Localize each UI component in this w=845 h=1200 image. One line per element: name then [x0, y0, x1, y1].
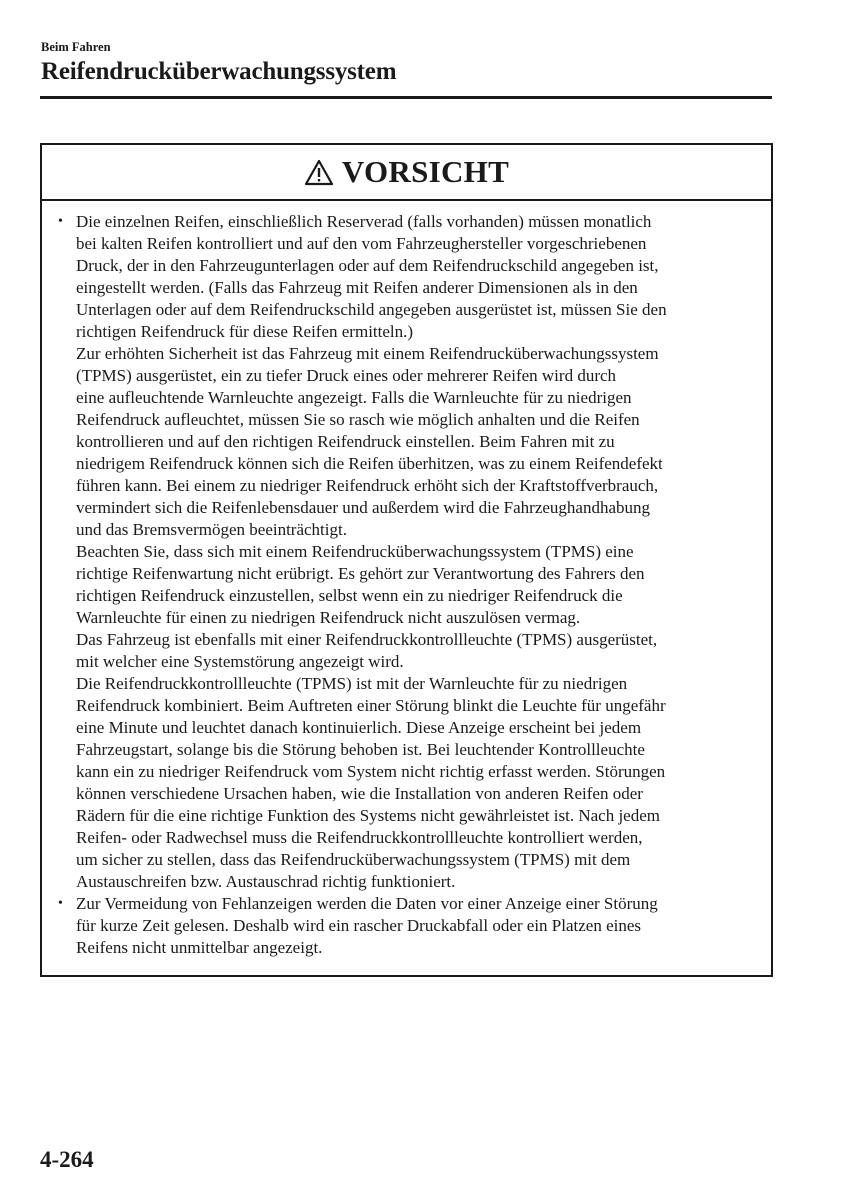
page-number: 4-264 [40, 1147, 94, 1172]
caution-header [42, 145, 771, 201]
bullet-text-line: niedrigem Reifendruck können sich die Reifen überhitzen, was zu einem Reifendefekt [76, 454, 663, 473]
bullet-mark: • [58, 214, 63, 229]
title-rule [40, 96, 772, 99]
page-title: Reifendrucküberwachungssystem [41, 58, 397, 85]
bullet-mark: • [58, 896, 63, 911]
bullet-text-line: eine Minute und leuchtet danach kontinuierlich. Diese Anzeige erscheint bei jedem [76, 718, 642, 737]
bullet-text-line: Reifendruck kombiniert. Beim Auftreten einer Störung blinkt die Leuchte für ungefähr [76, 696, 666, 715]
bullet-text-line: Austauschreifen bzw. Austauschrad richtig funktioniert. [76, 872, 456, 891]
bullet-text-line: und das Bremsvermögen beeinträchtigt. [76, 520, 347, 539]
bullet-text-line: bei kalten Reifen kontrolliert und auf den vom Fahrzeughersteller vorgeschriebenen [76, 234, 647, 253]
bullet-text-line: mit welcher eine Systemstörung angezeigt wird. [76, 652, 404, 671]
caution-body [56, 211, 762, 959]
bullet-text-line: Unterlagen oder auf dem Reifendruckschild angegeben ausgerüstet ist, müssen Sie den [76, 300, 667, 319]
warning-triangle-icon [304, 159, 334, 186]
bullet-text-line: Reifen- oder Radwechsel muss die Reifendruckkontrollleuchte kontrolliert werden, [76, 828, 643, 847]
bullet-text-line: richtige Reifenwartung nicht erübrigt. Es gehört zur Verantwortung des Fahrers den [76, 564, 645, 583]
bullet-text-line: Die einzelnen Reifen, einschließlich Reserverad (falls vorhanden) müssen monatlich [76, 212, 652, 231]
bullet-text-line: Fahrzeugstart, solange bis die Störung behoben ist. Bei leuchtender Kontrollleuchte [76, 740, 645, 759]
caution-heading: VORSICHT [341, 154, 510, 189]
bullet-text-line: (TPMS) ausgerüstet, ein zu tiefer Druck eines oder mehrerer Reifen wird durch [76, 366, 617, 385]
bullet-text-line: richtigen Reifendruck für diese Reifen ermitteln.) [76, 322, 414, 341]
bullet-text-line: Reifendruck aufleuchtet, müssen Sie so rasch wie möglich anhalten und die Reifen [76, 410, 640, 429]
bullet-text-line: können verschiedene Ursachen haben, wie die Installation von anderen Reifen oder [76, 784, 643, 803]
bullet-text-line: eine aufleuchtende Warnleuchte angezeigt. Falls die Warnleuchte für zu niedrigen [76, 388, 632, 407]
bullet-text-line: Das Fahrzeug ist ebenfalls mit einer Reifendruckkontrollleuchte (TPMS) ausgerüstet, [76, 630, 658, 649]
bullet-text-line: Beachten Sie, dass sich mit einem Reifendrucküberwachungssystem (TPMS) eine [76, 542, 634, 561]
bullet-text-line: Reifens nicht unmittelbar angezeigt. [76, 938, 323, 957]
bullet-text-line: richtigen Reifendruck einzustellen, selbst wenn ein zu niedriger Reifendruck die [76, 586, 623, 605]
bullet-text-line: kann ein zu niedriger Reifendruck vom System nicht richtig erfasst werden. Störungen [76, 762, 666, 781]
bullet-text-line: Zur Vermeidung von Fehlanzeigen werden die Daten vor einer Anzeige einer Störung [76, 894, 658, 913]
bullet-text-line: kontrollieren und auf den richtigen Reifendruck einstellen. Beim Fahren mit zu [76, 432, 615, 451]
bullet-text-line: Rädern für die eine richtige Funktion des Systems nicht gewährleistet ist. Nach jedem [76, 806, 660, 825]
caution-bullet-item [56, 893, 762, 959]
bullet-text-line: Die Reifendruckkontrollleuchte (TPMS) ist mit der Warnleuchte für zu niedrigen [76, 674, 628, 693]
bullet-text-line: um sicher zu stellen, dass das Reifendrucküberwachungssystem (TPMS) mit dem [76, 850, 631, 869]
bullet-text-line: Druck, der in den Fahrzeugunterlagen oder auf dem Reifendruckschild angegeben ist, [76, 256, 659, 275]
bullet-text-line: Warnleuchte für einen zu niedrigen Reifendruck nicht auszulösen vermag. [76, 608, 581, 627]
bullet-text-line: eingestellt werden. (Falls das Fahrzeug mit Reifen anderer Dimensionen als in den [76, 278, 638, 297]
bullet-text-line: für kurze Zeit gelesen. Deshalb wird ein rascher Druckabfall oder ein Platzen eines [76, 916, 642, 935]
bullet-text-line: vermindert sich die Reifenlebensdauer und außerdem wird die Fahrzeughandhabung [76, 498, 651, 517]
bullet-text-line: führen kann. Bei einem zu niedriger Reifendruck erhöht sich der Kraftstoffverbrauch, [76, 476, 659, 495]
bullet-text-line: Zur erhöhten Sicherheit ist das Fahrzeug mit einem Reifendrucküberwachungssystem [76, 344, 659, 363]
section-label: Beim Fahren [41, 40, 111, 54]
caution-bullet-item [56, 211, 762, 893]
caution-box [40, 143, 773, 977]
